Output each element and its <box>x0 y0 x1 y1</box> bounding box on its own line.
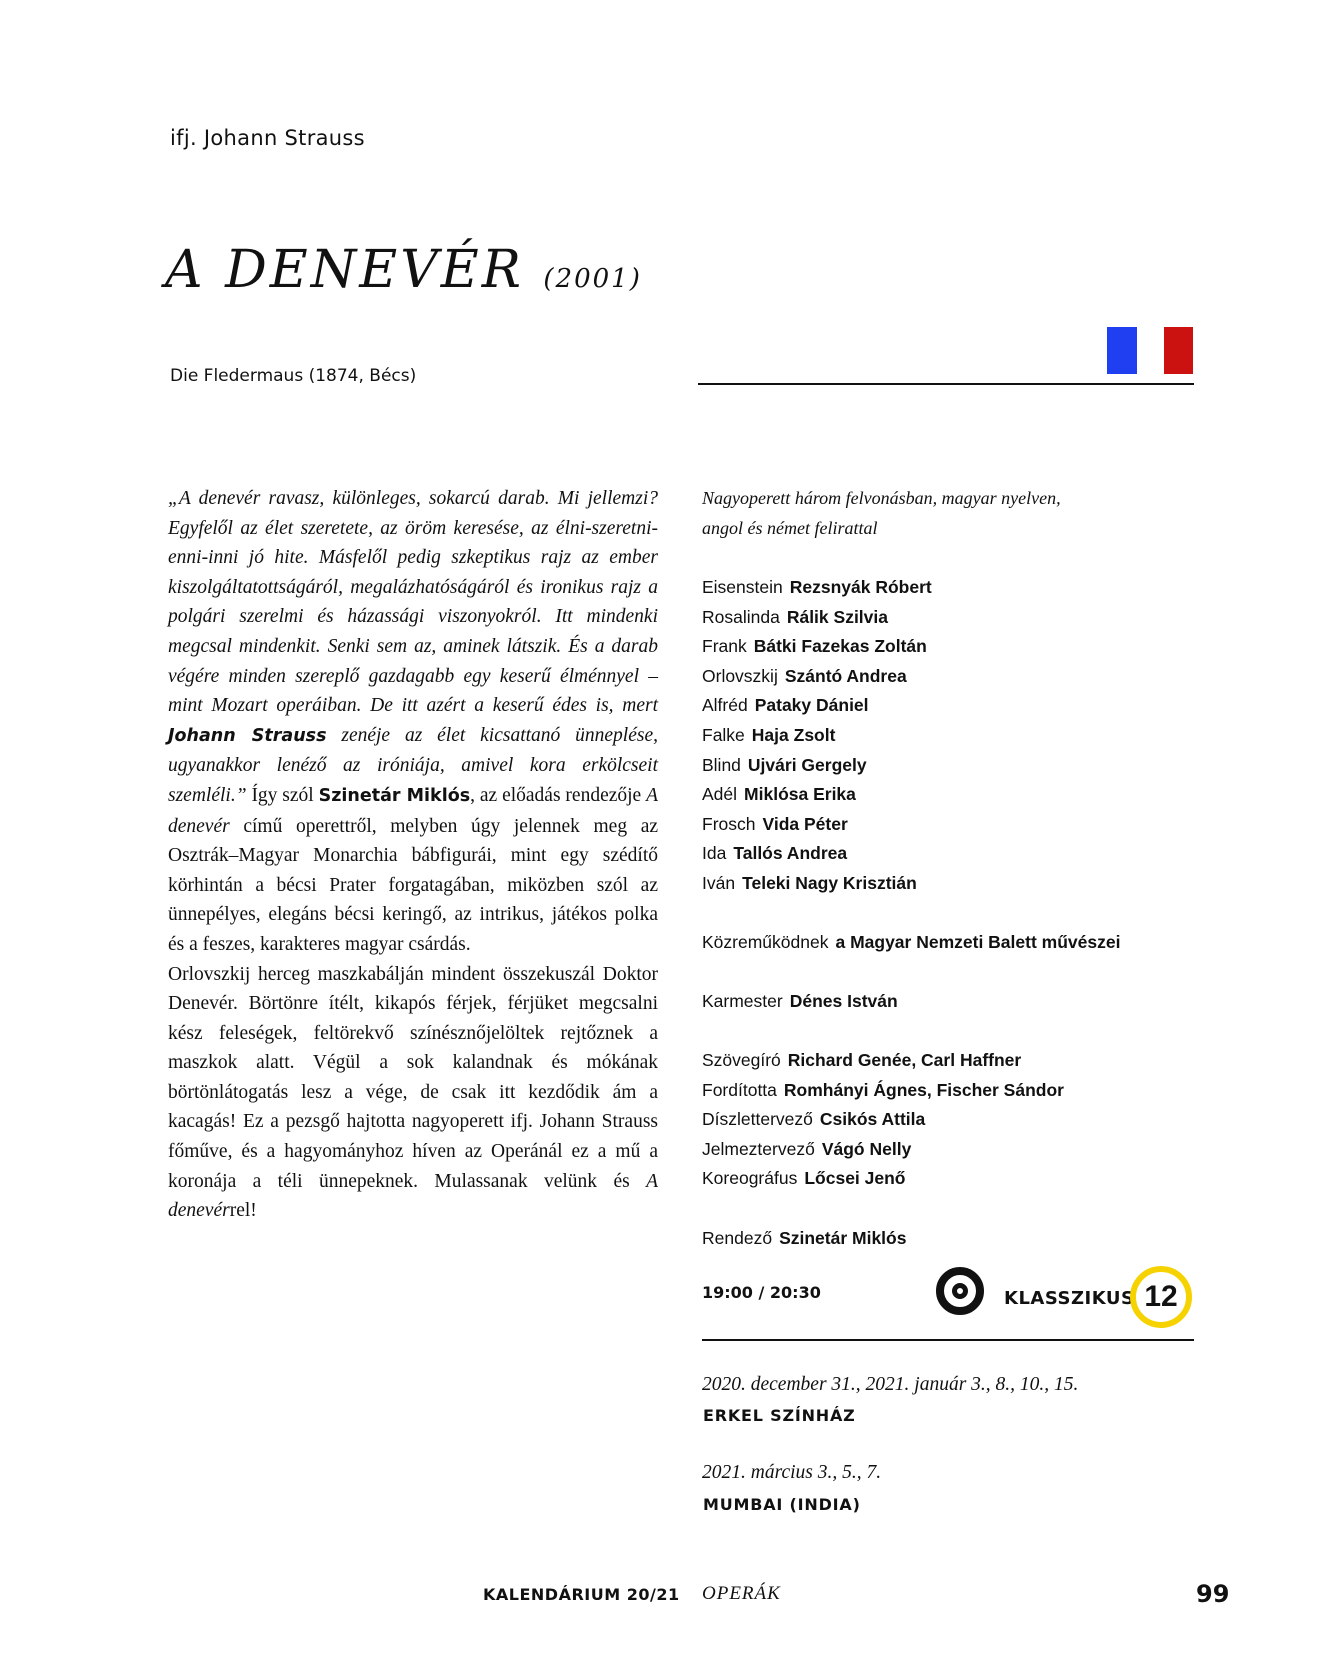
credit-row <box>702 751 1202 781</box>
credit-person: Bátki Fazekas Zoltán <box>753 636 927 657</box>
conductor <box>702 987 1202 1017</box>
credit-row <box>702 632 1202 662</box>
credit-row <box>702 780 1202 810</box>
credit-person: Richard Genée, Carl Haffner <box>787 1050 1022 1070</box>
credit-role: Frank <box>702 636 747 657</box>
credit-role: Jelmeztervező <box>702 1138 815 1159</box>
header-divider <box>698 383 1194 385</box>
credit-person: Lőcsei Jenő <box>804 1168 906 1189</box>
credit-row <box>702 1105 1202 1135</box>
title-text: A DENEVÉR <box>165 240 524 300</box>
credit-role: Díszlettervező <box>702 1109 813 1130</box>
credit-role: Fordította <box>702 1079 777 1100</box>
credit-person: Haja Zsolt <box>751 724 836 745</box>
credit-row <box>702 1046 1202 1076</box>
credit-row <box>702 603 1202 633</box>
credit-role: Frosch <box>702 813 756 834</box>
performance-venue-2: MUMBAI (INDIA) <box>703 1495 861 1514</box>
credit-role: Koreográfus <box>702 1168 798 1189</box>
director-credit <box>702 1224 1202 1254</box>
composer-name: ifj. Johann Strauss <box>170 126 365 150</box>
flag-red-stripe <box>1164 327 1193 374</box>
original-title: Die Fledermaus (1874, Bécs) <box>170 366 417 386</box>
credit-person: Tallós Andrea <box>733 843 848 864</box>
footer-section: OPERÁK <box>702 1583 781 1604</box>
credit-row: Karmester Dénes István <box>702 991 898 1011</box>
credit-row <box>702 662 1202 692</box>
credit-row <box>702 1164 1202 1194</box>
flag-blue-stripe <box>1107 327 1137 374</box>
credit-row <box>702 1135 1202 1165</box>
credit-row: Közreműködnek a Magyar Nemzeti Balett művészei <box>702 932 1121 952</box>
page-title <box>165 240 642 300</box>
series-label: KLASSZIKUS <box>1004 1288 1135 1309</box>
genre-line-2: angol és német felirattal <box>702 517 878 538</box>
credit-role: Blind <box>702 754 741 775</box>
credit-person: Ujvári Gergely <box>747 754 867 775</box>
performance-dates-1: 2020. december 31., 2021. január 3., 8., 10., 15. <box>702 1374 1079 1395</box>
credit-row <box>702 721 1202 751</box>
credit-role: Falke <box>702 724 745 745</box>
credit-person: Miklósa Erika <box>744 784 856 805</box>
footer-publication: KALENDÁRIUM 20/21 <box>483 1585 680 1604</box>
description-paragraph-2 <box>168 960 658 1226</box>
credit-role: Rosalinda <box>702 606 780 627</box>
director-role-text: , az előadás rendezője <box>470 784 642 806</box>
credit-role: Alfréd <box>702 695 748 716</box>
contributors <box>702 928 1202 958</box>
performance-venue-1: ERKEL SZÍNHÁZ <box>703 1406 856 1425</box>
quote-part-1: „A denevér ravasz, különleges, sokarcú darab. Mi jellemzi? Egyfelől az élet szeretete, az öröm keresése, az élni-szeretni-enni-inni jó hite. Másfelől pedig szkeptikus rajz az ember kiszolgáltatottságáról, megalázhatóságáról és ironikus rajz a polgári szerelmi és házassági viszonyokról. Itt mindenki megcsal mindenkit. Senki sem az, aminek látszik. És a darab végére minden szereplő gazdagabb egy keserű élménnyel – mint Mozart operáiban. De itt azért a keserű édes is, mert <box>168 488 658 717</box>
credit-person: Csikós Attila <box>819 1109 926 1130</box>
credit-person: Rálik Szilvia <box>786 606 888 627</box>
credit-person: Pataky Dániel <box>754 695 869 716</box>
work-title-italic-2: A denevér <box>168 1170 658 1222</box>
credit-row <box>702 573 1202 603</box>
credit-role: Eisenstein <box>702 577 783 597</box>
director-name-bold: Szinetár Miklós <box>318 785 471 806</box>
performance-dates-2: 2021. március 3., 5., 7. <box>702 1462 882 1483</box>
credit-person: Teleki Nagy Krisztián <box>742 872 917 893</box>
description <box>168 484 658 1226</box>
attribution-text: Így szól <box>251 784 314 806</box>
credit-person: Szántó Andrea <box>784 665 907 686</box>
credit-role: Adél <box>702 784 738 805</box>
target-icon <box>936 1267 984 1315</box>
age-rating-badge: 12 <box>1130 1266 1192 1328</box>
credit-row <box>702 839 1202 869</box>
credit-role: Orlovszkij <box>702 665 778 686</box>
credit-person: Vágó Nelly <box>821 1138 912 1159</box>
credit-role: Ida <box>702 843 727 864</box>
genre-line-1: Nagyoperett három felvonásban, magyar nyelven, <box>702 488 1061 508</box>
credit-role: Szövegíró <box>702 1050 781 1070</box>
cast-list <box>702 573 1202 899</box>
credit-row <box>702 1076 1202 1106</box>
credit-row <box>702 869 1202 899</box>
show-times: 19:00 / 20:30 <box>702 1283 821 1302</box>
credit-row: Rendező Szinetár Miklós <box>702 1228 907 1248</box>
credit-role: Iván <box>702 872 736 893</box>
synopsis-end: rel! <box>229 1200 257 1222</box>
creative-team <box>702 1046 1202 1194</box>
schedule-divider <box>702 1339 1194 1341</box>
credit-person: Vida Péter <box>762 813 848 834</box>
synopsis-part-1: című operettről, melyben úgy jelennek meg az Osztrák–Magyar Monarchia bábfigurái, mint egy szédítő körhintán a bécsi Prater forgatagában, miközben szól az ünnepélyes, elegáns bécsi keringő, az intrikus, játékos polka és a feszes, karakteres magyar csárdás. <box>168 815 659 955</box>
credit-person: Romhányi Ágnes, Fischer Sándor <box>783 1079 1064 1100</box>
title-year: (2001) <box>543 264 642 294</box>
synopsis-part-2: Orlovszkij herceg maszkabálján mindent összekuszál Doktor Denevér. Börtönre ítélt, kikapós férjek, férjüket megcsalni kész feleségek, feltörekvő színésznőjelöltek rejtőznek a maszkok alatt. Végül a sok kalandnak és mókának börtönlátogatás lesz a vége, de csak itt kezdődik ám a kacagás! Ez a pezsgő hajtotta nagyoperett ifj. Johann Strauss főműve, és a hagyományhoz híven az Operánál ez a mű a koronája a téli ünnepeknek. Mulassanak velünk és <box>168 963 658 1192</box>
quote-part-2: zenéje az élet kicsattanó ünneplése, ugyanakkor lenéző az iróniája, amivel kora erkölcseit szemléli.” <box>168 724 658 806</box>
description-paragraph-1 <box>168 484 658 960</box>
credit-person: Rezsnyák Róbert <box>789 577 932 597</box>
page-number: 99 <box>1196 1580 1230 1608</box>
credit-row <box>702 691 1202 721</box>
credit-row <box>702 810 1202 840</box>
work-title-italic: A denevér <box>168 784 659 837</box>
genre-description <box>702 484 1162 543</box>
composer-name-bold: Johann Strauss <box>168 725 327 746</box>
